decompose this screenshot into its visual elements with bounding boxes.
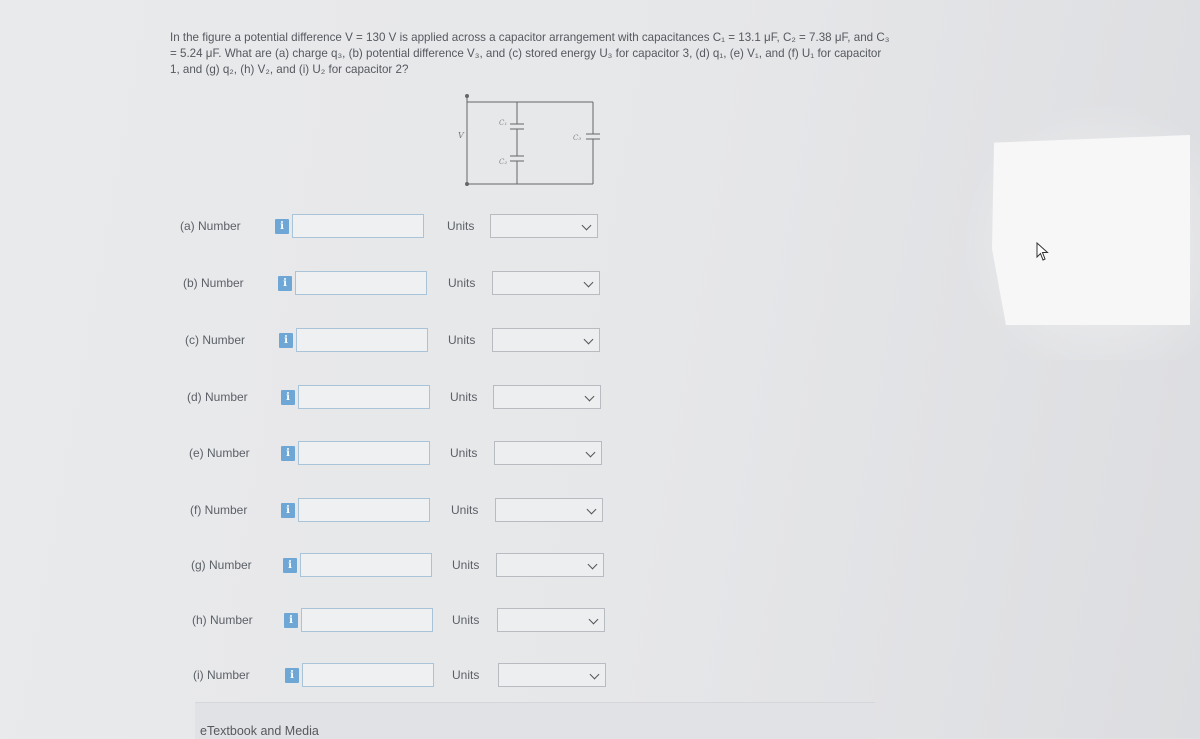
info-icon[interactable]: i <box>284 613 298 628</box>
units-label: Units <box>448 333 476 347</box>
answer-label: (d) Number <box>187 390 248 404</box>
c2-label: C₂ <box>499 158 508 166</box>
number-input[interactable] <box>302 663 434 687</box>
info-icon[interactable]: i <box>275 219 289 234</box>
c1-label: C₁ <box>499 119 508 127</box>
answer-label: (b) Number <box>183 276 244 290</box>
c3-label: C₃ <box>573 134 582 142</box>
v-label: V <box>458 131 464 140</box>
number-input[interactable] <box>298 385 430 409</box>
number-input[interactable] <box>301 608 433 632</box>
info-icon[interactable]: i <box>283 558 297 573</box>
info-icon[interactable]: i <box>281 390 295 405</box>
chevron-down-icon <box>587 505 597 515</box>
chevron-down-icon <box>584 335 594 345</box>
screen-glare-patch <box>990 135 1190 325</box>
units-label: Units <box>448 276 476 290</box>
units-label: Units <box>452 613 480 627</box>
info-icon[interactable]: i <box>281 446 295 461</box>
chevron-down-icon <box>585 392 595 402</box>
mouse-pointer-icon <box>1036 242 1050 262</box>
answer-label: (a) Number <box>180 219 241 233</box>
number-input[interactable] <box>292 214 424 238</box>
answer-label: (g) Number <box>191 558 252 572</box>
number-input[interactable] <box>296 328 428 352</box>
number-input[interactable] <box>298 498 430 522</box>
answer-label: (e) Number <box>189 446 250 460</box>
number-input[interactable] <box>295 271 427 295</box>
units-select[interactable] <box>497 608 605 632</box>
units-select[interactable] <box>490 214 598 238</box>
number-input[interactable] <box>298 441 430 465</box>
units-label: Units <box>447 219 475 233</box>
question-text: In the figure a potential difference V = 130 V is applied across a capacitor arrangement with capacitances C₁ = 13.1 μF, C₂ = 7.38 μF, and C₃ = 5.24 μF. What are (a) charge q₃, (b) potential difference V₃, and (c) stored energy U₃ for capacitor 3, (d) q₁, (e) V₁, and (f) U₁ for capacitor 1, and (g) q₂, (h) V₂, and (i) U₂ for capacitor 2? <box>170 31 890 76</box>
chevron-down-icon <box>589 615 599 625</box>
chevron-down-icon <box>590 670 600 680</box>
units-label: Units <box>452 558 480 572</box>
chevron-down-icon <box>584 278 594 288</box>
units-select[interactable] <box>496 553 604 577</box>
answer-label: (c) Number <box>185 333 246 347</box>
info-icon[interactable]: i <box>285 668 299 683</box>
units-select[interactable] <box>494 441 602 465</box>
etextbook-link[interactable]: eTextbook and Media <box>200 724 319 738</box>
units-label: Units <box>450 446 478 460</box>
units-select[interactable] <box>492 328 600 352</box>
units-label: Units <box>451 503 479 517</box>
units-select[interactable] <box>498 663 606 687</box>
chevron-down-icon <box>588 560 598 570</box>
units-label: Units <box>452 668 480 682</box>
info-icon[interactable]: i <box>279 333 293 348</box>
answer-label: (i) Number <box>193 668 250 682</box>
info-icon[interactable]: i <box>281 503 295 518</box>
chevron-down-icon <box>586 448 596 458</box>
units-select[interactable] <box>493 385 601 409</box>
answer-label: (f) Number <box>190 503 248 517</box>
capacitor-circuit-figure <box>455 86 605 194</box>
info-icon[interactable]: i <box>278 276 292 291</box>
answer-label: (h) Number <box>192 613 253 627</box>
units-select[interactable] <box>492 271 600 295</box>
number-input[interactable] <box>300 553 432 577</box>
units-label: Units <box>450 390 478 404</box>
chevron-down-icon <box>582 221 592 231</box>
units-select[interactable] <box>495 498 603 522</box>
